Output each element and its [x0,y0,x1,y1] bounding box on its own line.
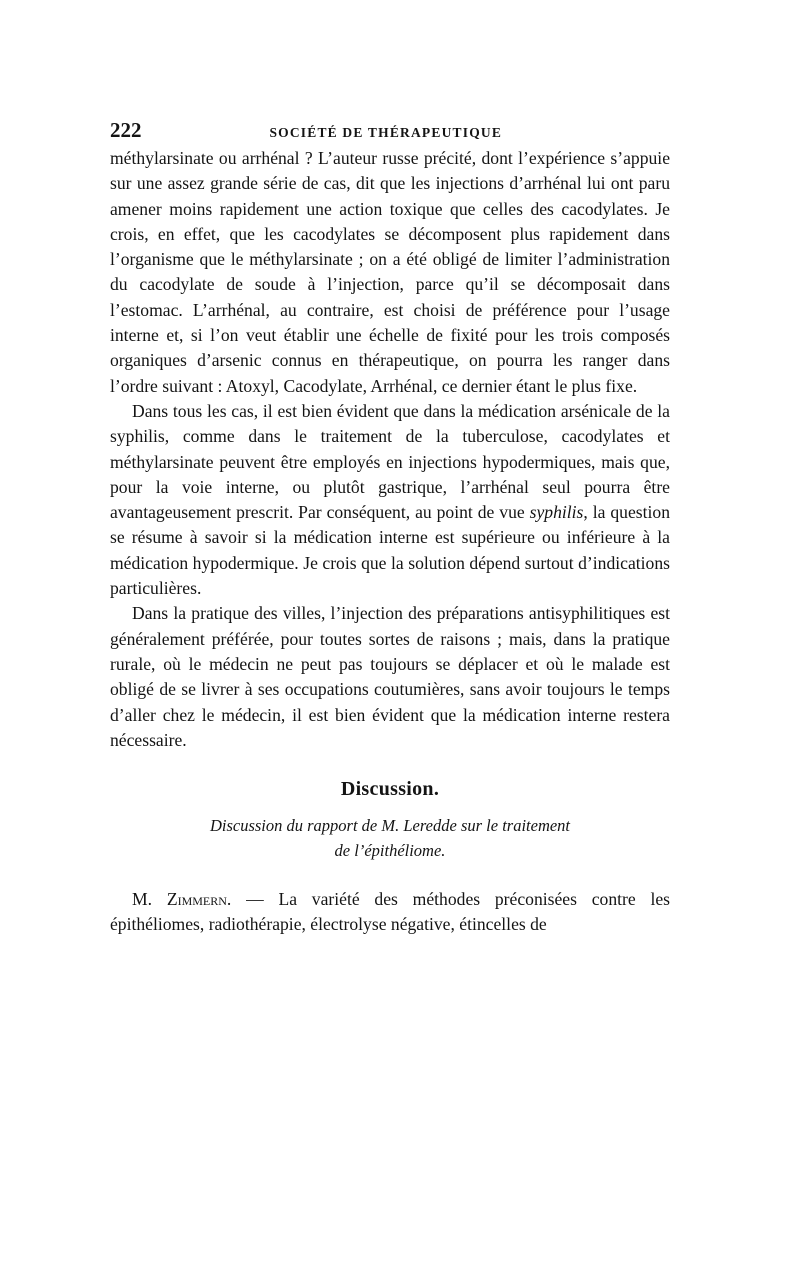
paragraph-2-text-after: , la question se résume à savoir si la médication interne est supérieure ou inférieure à la médication hypodermique. Je crois que la solution dépend surtout d’indications particulières. [110,502,670,599]
final-body-text [110,887,670,938]
discussion-subheading-line-1: Discussion du rapport de M. Leredde sur le traitement [209,816,571,836]
paragraph-2-text-before: Dans tous les cas, il est bien évident que dans la médication arsénicale de la syphilis, comme dans le traitement de la tuberculose, cacodylates et méthylarsinate peuvent être employés en injections hypodermiques, mais que, pour la voie interne, ou plutôt gastrique, l’arrhénal seul pourra être avantageusement prescrit. Par conséquent, au point de vue [110,400,670,523]
final-paragraph [110,887,670,938]
discussion-subheading-line-2: de l’épithéliome. [334,841,446,861]
paragraph-2-italic-word: syphilis [529,502,584,523]
speaker-name: M. Zimmern. [132,889,232,910]
body-text [110,146,670,753]
discussion-heading: Discussion. [340,778,440,801]
paragraph-2 [110,399,670,601]
page [110,118,670,938]
paragraph-3: Dans la pratique des villes, l’injection des préparations antisyphilitiques est généralement préférée, pour toutes sortes de raisons ; mais, dans la pratique rurale, où le médecin ne peut pas toujours se déplacer et où le malade est obligé de se livrer à ses occupations coutumières, sans avoir toujours le temps d’aller chez le médecin, il est bien évident que la médication interne restera nécessaire. [110,603,670,750]
running-head [110,118,670,146]
final-paragraph-text: — La variété des méthodes préconisées contre les épithéliomes, radiothérapie, électrolyse négative, étincelles de [110,889,671,935]
paragraph-1: méthylarsinate ou arrhénal ? L’auteur russe précité, dont l’expérience s’appuie sur une assez grande série de cas, dit que les injections d’arrhénal lui ont paru amener moins rapidement une action toxique que celles des cacodylates. Je crois, en effet, que les cacodylates se décomposent plus rapidement dans l’organisme que le méthylarsinate ; on a été obligé de limiter l’administration du cacodylate de soude à l’injection, parce qu’il se décomposait dans l’estomac. L’arrhénal, au contraire, est choisi de préférence pour l’usage interne et, si l’on veut établir une échelle de fixité pour les trois composés organiques d’arsenic connus en thérapeutique, on pourra les ranger dans l’ordre suivant : Atoxyl, Cacodylate, Arrhénal, ce dernier étant le plus fixe. [110,148,670,396]
page-number: 222 [110,118,142,142]
running-title: SOCIÉTÉ DE THÉRAPEUTIQUE [269,125,503,140]
